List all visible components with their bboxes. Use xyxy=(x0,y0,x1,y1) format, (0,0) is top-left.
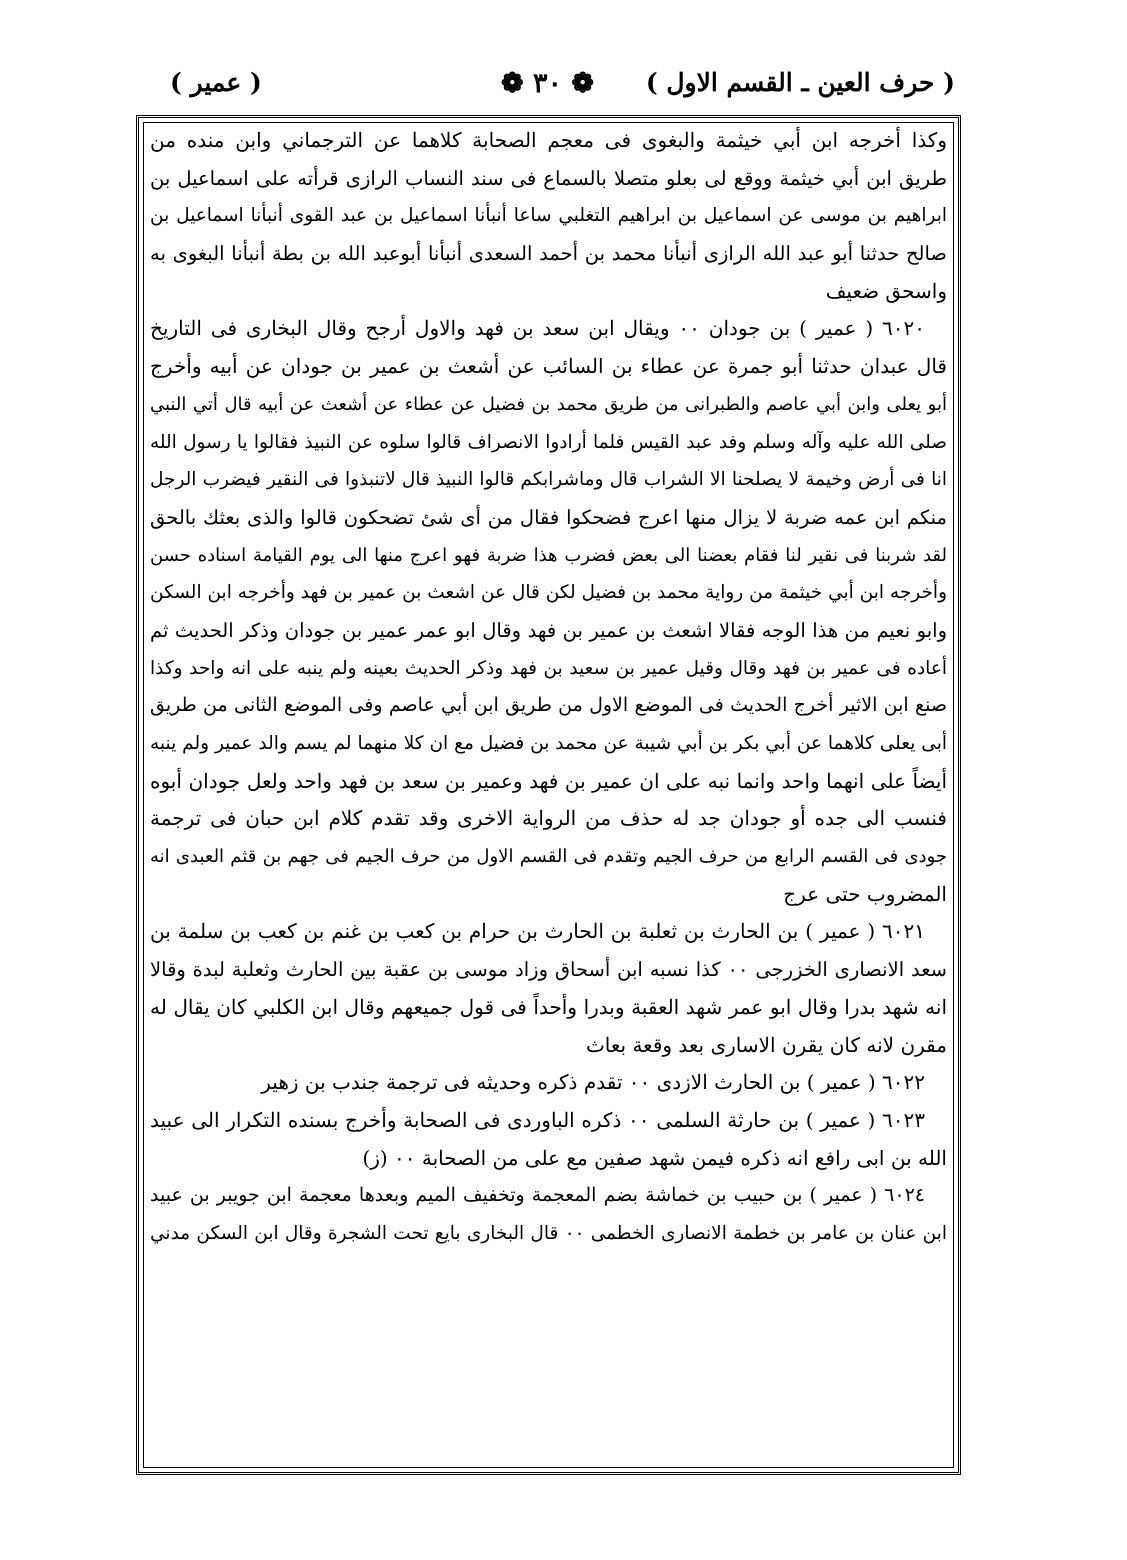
text-line: مقرن لانه كان يقرن الاسارى بعد وقعة بعاث xyxy=(585,1032,947,1057)
entry-name: ( عمير ) xyxy=(170,68,262,97)
text-line: لقد شربنا فى نقير لنا فقام بعضنا الى بعض فضرب هذا ضربة فهو اعرج منها الى يوم القيامة اسناده حسن xyxy=(150,544,947,566)
text-line: وكذا أخرجه ابن أبي خيثمة والبغوى فى معجم الصحابة كلاهما عن الترجماني وابن منده من xyxy=(150,128,947,152)
text-line: وأخرجه ابن أبي خيثمة من رواية محمد بن فضيل لكن قال عن اشعث بن عمير بن فهد وأخرجه ابن السكن xyxy=(150,582,947,604)
text-line: قال عبدان حدثنا أبو جمرة عن عطاء بن السائب عن أشعث بن عمير بن جودان عن أبيه وأخرج xyxy=(150,354,947,379)
text-line: صلى الله عليه وآله وسلم وفد عبد القيس فلما أرادوا الانصراف قالوا سلوه عن النبيذ فقالوا يا رسول الله xyxy=(150,431,947,453)
text-line: وابو نعيم من هذا الوجه فقالا اشعث بن عمير بن فهد وقال ابو عمر عمير بن جودان وذكر الحديث ثم xyxy=(150,618,947,642)
text-line: صالح حدثنا أبو عبد الله الرازى أنبأنا محمد بن أحمد السعدى أنبأنا أبوعبد الله بن بطة أنبأنا البغوى به xyxy=(150,242,947,266)
text-line: أعاده فى عمير بن فهد وقال وقيل عمير بن سعيد بن فهد وذكر الحديث بعينه ولم ينبه على انه واحد وكذا xyxy=(150,657,947,679)
text-line: منكم ابن عمه ضربة لا يزال منها اعرج فضحكوا فقال من أى شئ تضحكون قالوا والذى بعثك بالحق xyxy=(150,505,947,529)
text-line: ٦٠٢١ ( عمير ) بن الحارث بن ثعلبة بن الحارث بن حرام بن كعب بن غنم بن كعب بن سلمة بن xyxy=(150,919,925,944)
text-body xyxy=(150,122,947,1253)
text-line: ابراهيم بن موسى عن اسماعيل بن ابراهيم التغلبي ساعا أنبأنا اسماعيل بن عبد القوى أنبأنا اسماعيل بن xyxy=(150,205,947,227)
text-line: صنع ابن الاثير أخرج الحديث فى الموضع الاول من طريق ابن أبي عاصم وفى الموضع الثانى من طريق xyxy=(150,694,947,717)
text-line: انه شهد بدرا وقال ابو عمر شهد العقبة وبدرا وأحداً فى قول جميعهم وقال ابن الكلبي كان يقال له xyxy=(150,994,947,1019)
page-number: ❁ ٣٠ ❁ xyxy=(500,68,595,99)
text-line: أبو يعلى وابن أبي عاصم والطبرانى من طريق محمد بن فضيل عن عطاء عن أشعث عن أبيه قال أتي النبي xyxy=(150,393,947,415)
text-line: ٦٠٢٤ ( عمير ) بن حبيب بن خماشة بضم المعجمة وتخفيف الميم وبعدها معجمة ابن جويبر بن عبيد xyxy=(150,1184,925,1207)
text-line: طريق ابن أبي خيثمة ووقع لى بعلو متصلا بالسماع فى سند النساب الرازى قرأته على اسماعيل بن xyxy=(150,166,947,190)
text-line: ٦٠٢٠ ( عمير ) بن جودان ٠٠ ويقال ابن سعد بن فهد والاول أرجح وقال البخارى فى التاريخ xyxy=(150,316,926,341)
text-line: انا فى أرض وخيمة لا يصلحنا الا الشراب قال وماشرابكم قالوا النبيذ قال لاتنبذوا فى النقير فيضرب الرجل xyxy=(150,469,947,491)
chapter-title: ( حرف العين ـ القسم الاول ) xyxy=(645,68,955,97)
text-line: المضروب حتى عرج xyxy=(783,881,947,906)
text-line: واسحق ضعيف xyxy=(825,278,947,303)
text-line: فنسب الى جده أو جودان جد له حذف من الرواية الاخرى وقد تقدم كلام ابن حبان فى ترجمة xyxy=(150,806,947,831)
text-line: الله بن ابى رافع انه ذكره فيمن شهد صفين مع على من الصحابة ٠٠ (ز) xyxy=(362,1145,947,1170)
text-line: سعد الانصارى الخزرجى ٠٠ كذا نسبه ابن أسحاق وزاد موسى بن عقبة بين الحارث وثعلبة لبدة وقالا xyxy=(150,958,947,982)
text-line: ٦٠٢٢ ( عمير ) بن الحارث الازدى ٠٠ تقدم ذكره وحديثه فى ترجمة جندب بن زهير xyxy=(261,1070,925,1095)
text-line: أيضاً على انهما واحد وانما نبه على ان عمير بن فهد وعمير بن سعد بن فهد واحد ولعل جودان أبوه xyxy=(150,768,947,793)
text-line: جودى فى القسم الرابع من حرف الجيم وتقدم فى القسم الاول من حرف الجيم فى جهم بن قثم العبدى انه xyxy=(150,846,947,868)
text-line: ٦٠٢٣ ( عمير ) بن حارثة السلمى ٠٠ ذكره الباوردى فى الصحابة وأخرج بسنده التكرار الى عبيد xyxy=(150,1107,925,1132)
text-line: أبى يعلى كلاهما عن أبي بكر بن أبي شيبة عن محمد بن فضيل مع ان كلا منهما لم يسم والد عمير ولم ينبه xyxy=(150,733,947,754)
page-header xyxy=(140,68,955,112)
text-line: ابن عنان بن عامر بن خطمة الانصارى الخطمى ٠٠ قال البخارى بايع تحت الشجرة وقال ابن السكن مدني xyxy=(150,1222,947,1244)
